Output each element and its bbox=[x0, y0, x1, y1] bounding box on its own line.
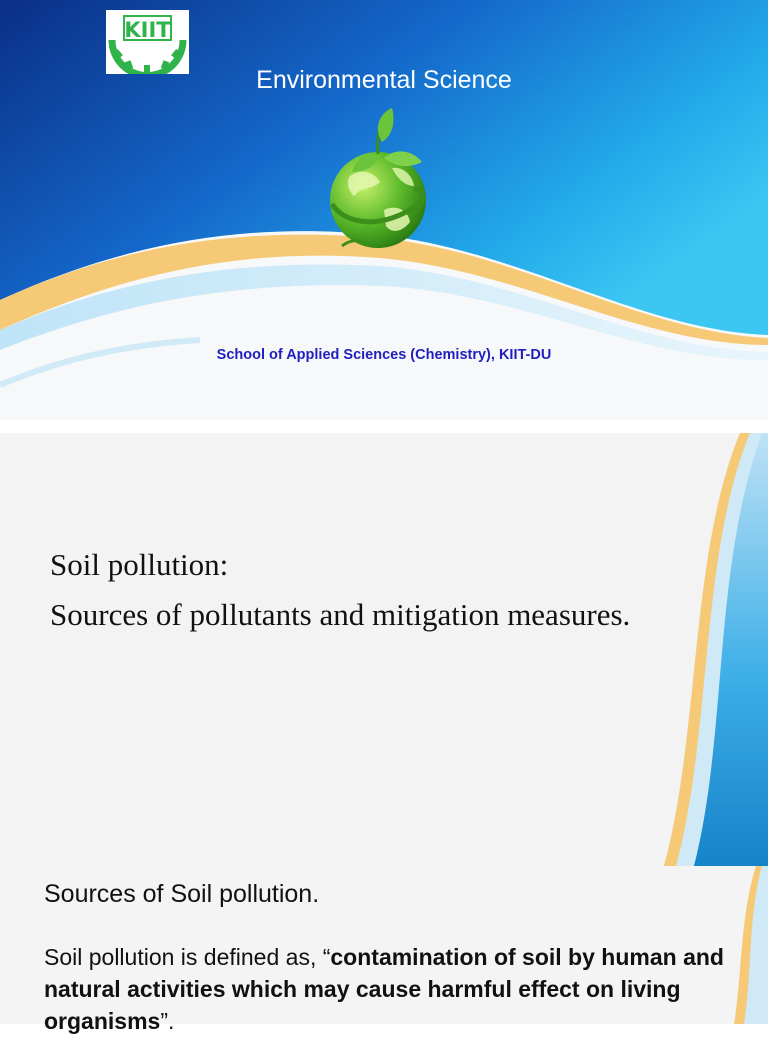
definition-bold: contamination of soil by human and natural activities which may cause harmful effect on living organisms bbox=[44, 944, 724, 1034]
logo-text: KIIT bbox=[124, 18, 171, 42]
topic-title bbox=[50, 540, 630, 640]
definition-paragraph bbox=[44, 941, 734, 1037]
definition-suffix: ”. bbox=[160, 1008, 175, 1034]
course-title-text: Environmental Science bbox=[256, 66, 512, 94]
slide-heading: Sources of Soil pollution. bbox=[44, 880, 320, 908]
topic-line-1: Soil pollution: bbox=[50, 547, 229, 582]
school-affiliation: School of Applied Sciences (Chemistry), KIIT-DU bbox=[216, 347, 552, 363]
title-slide bbox=[0, 0, 768, 420]
green-globe-icon bbox=[322, 106, 434, 254]
kiit-logo bbox=[106, 10, 189, 74]
topic-slide bbox=[0, 433, 768, 866]
course-title bbox=[0, 66, 768, 95]
kiit-logo-icon bbox=[106, 10, 189, 74]
side-wave-decoration bbox=[0, 433, 768, 866]
topic-line-2: Sources of pollutants and mitigation measures. bbox=[50, 597, 631, 632]
definition-prefix: Soil pollution is defined as, “ bbox=[44, 944, 331, 970]
